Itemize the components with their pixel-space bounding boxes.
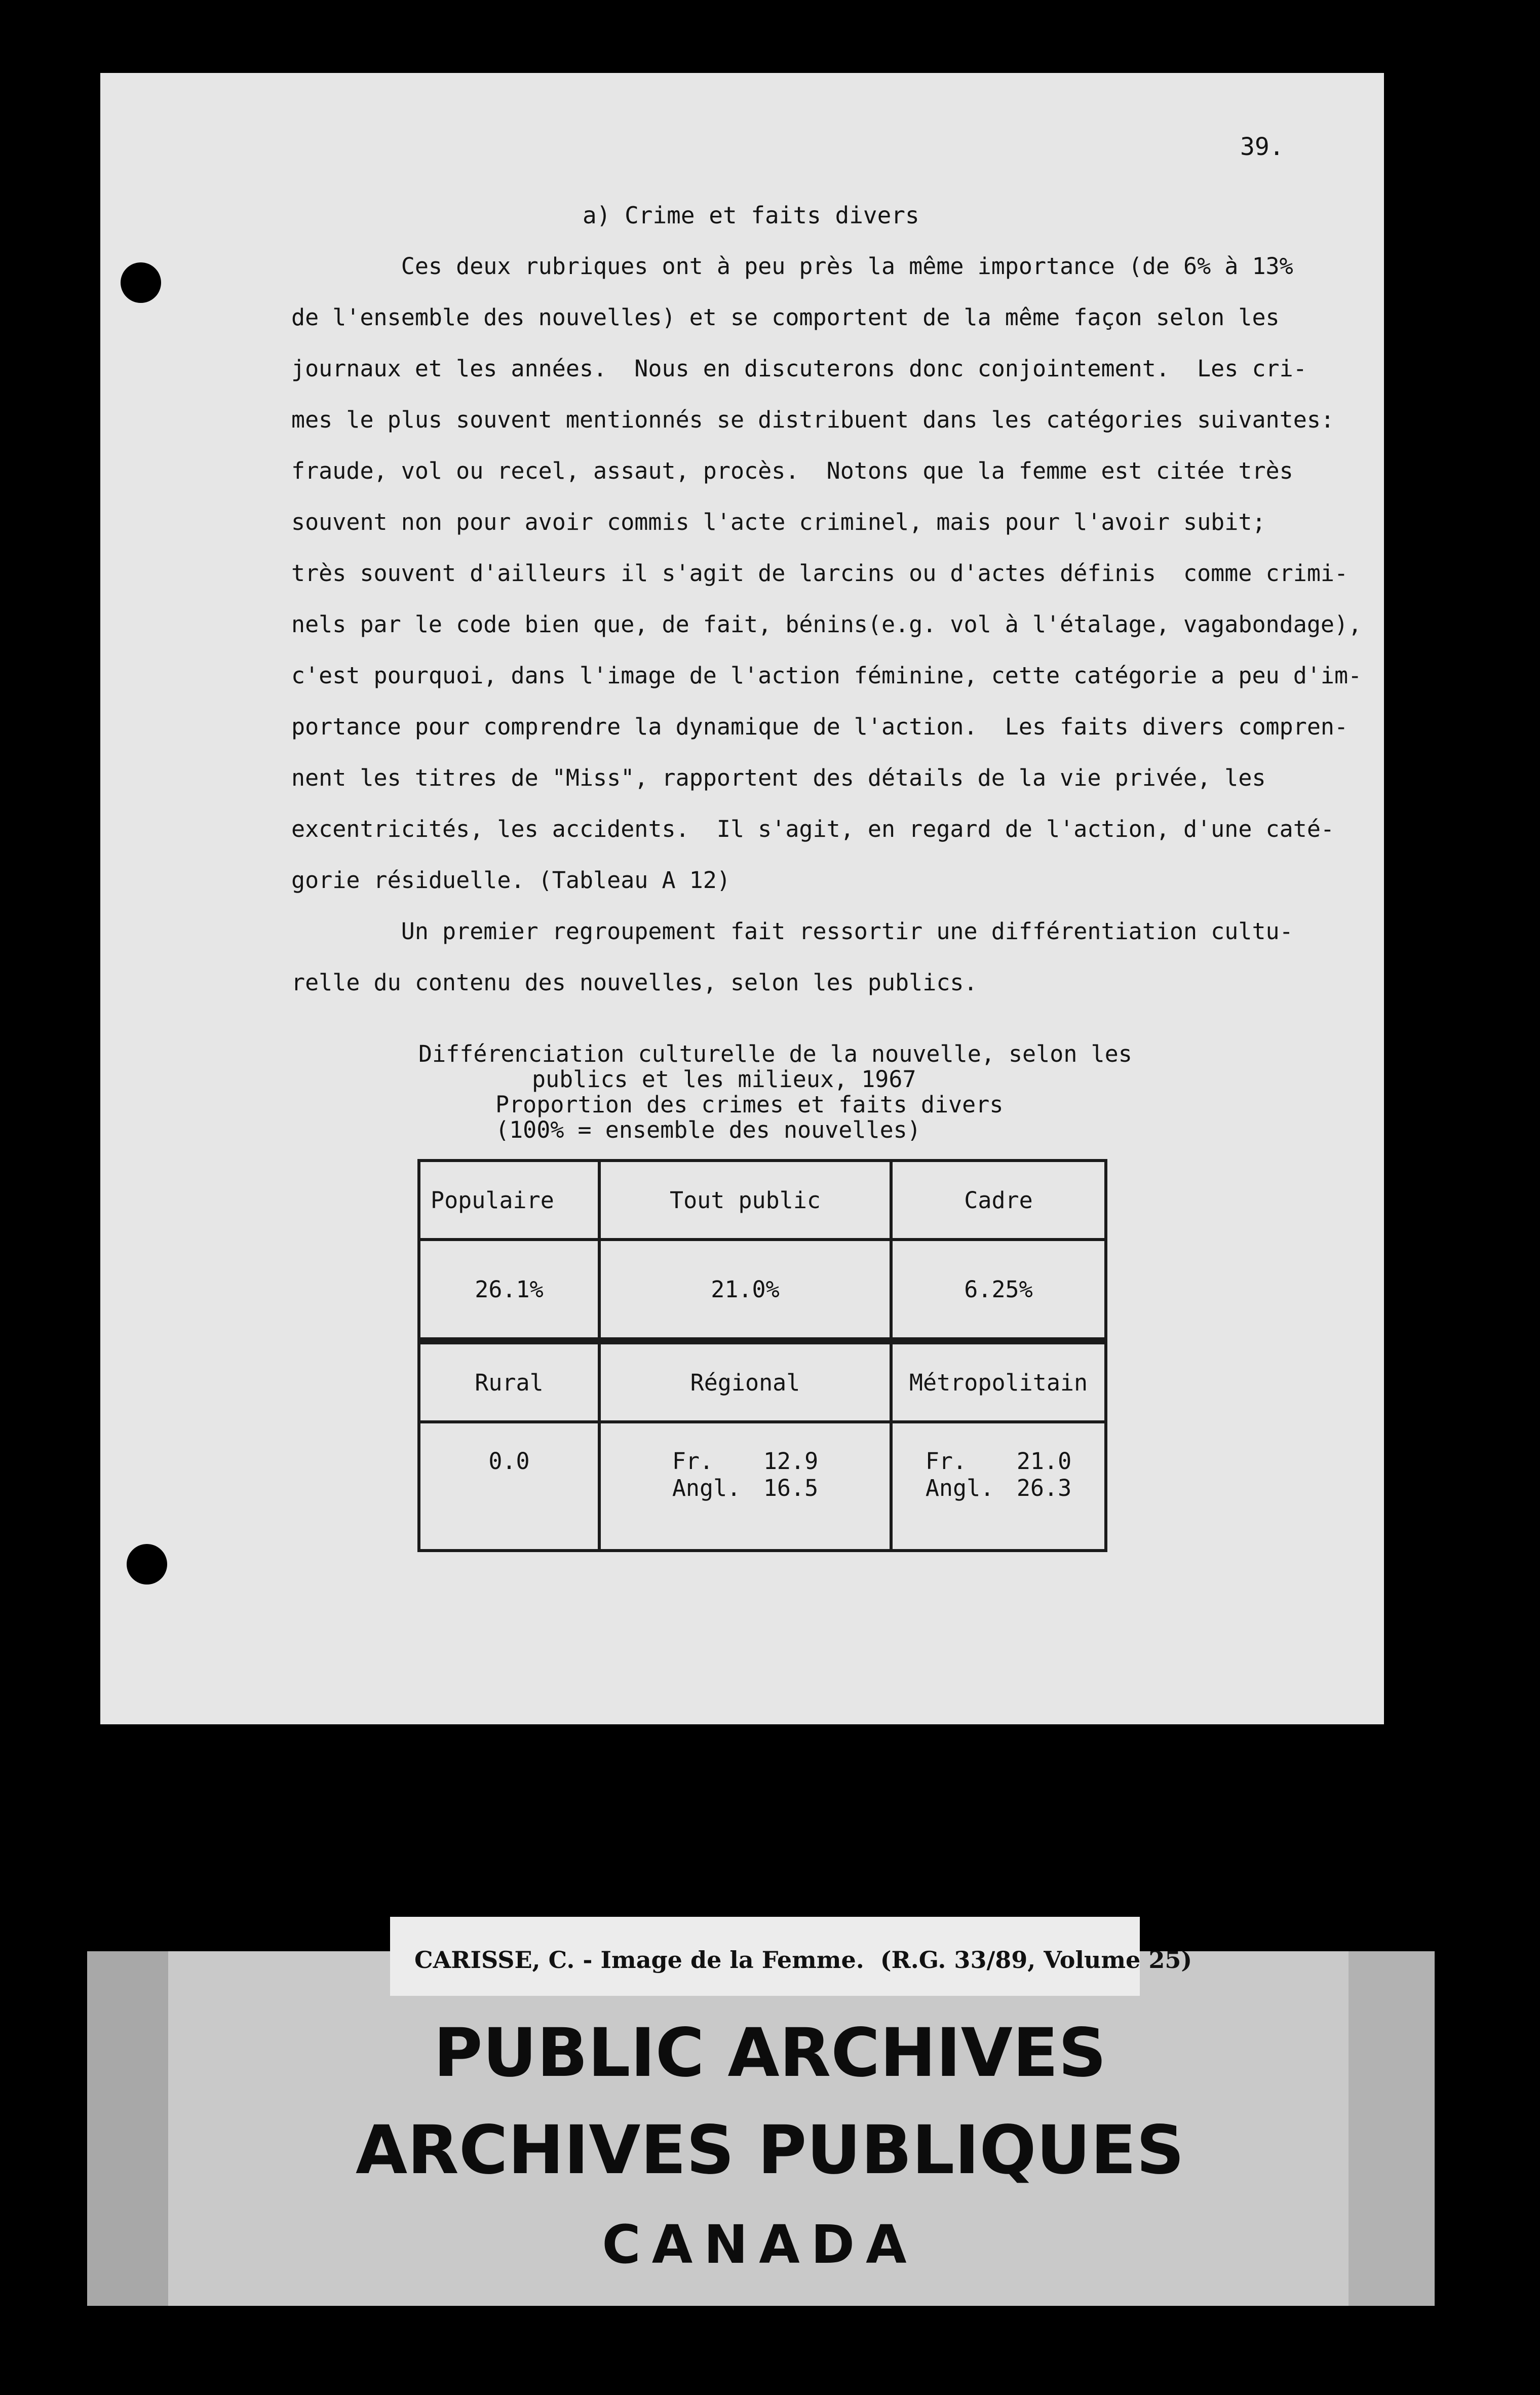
value-cell: 6.25% — [891, 1240, 1106, 1341]
archive-reference: CARISSE, C. - Image de la Femme. (R.G. 33/89, Volume 25) — [414, 1946, 1192, 1974]
text-line: excentricités, les accidents. Il s'agit, en regard de l'action, d'une caté- — [291, 816, 1335, 842]
language-label: Angl. — [672, 1475, 741, 1501]
header-cell: Cadre — [891, 1161, 1106, 1240]
punch-hole — [121, 262, 161, 303]
section-title: a) Crime et faits divers — [583, 202, 919, 229]
archive-country: CANADA — [602, 2214, 918, 2275]
table-caption-line: Proportion des crimes et faits divers — [495, 1091, 1004, 1118]
header-cell: Populaire — [419, 1161, 599, 1240]
text-line: très souvent d'ailleurs il s'agit de larcins ou d'actes définis comme crimi- — [291, 560, 1349, 587]
language-label: Fr. — [672, 1448, 714, 1475]
text-line: mes le plus souvent mentionnés se distribuent dans les catégories suivantes: — [291, 406, 1335, 433]
text-line: souvent non pour avoir commis l'acte criminel, mais pour l'avoir subit; — [291, 509, 1266, 535]
table-caption-line: publics et les milieux, 1967 — [532, 1066, 916, 1093]
value-cell — [891, 1422, 1106, 1551]
header-cell: Rural — [419, 1341, 599, 1422]
text-line: fraude, vol ou recel, assaut, procès. Notons que la femme est citée très — [291, 457, 1293, 484]
text-line: Un premier regroupement fait ressortir une différentiation cultu- — [291, 918, 1293, 945]
value-cell: 21.0% — [599, 1240, 891, 1341]
table-caption-line: Différenciation culturelle de la nouvelle, selon les — [418, 1040, 1132, 1067]
header-cell: Tout public — [599, 1161, 891, 1240]
table-row — [419, 1341, 1106, 1422]
language-value: 21.0 — [1016, 1448, 1072, 1475]
text-line: nent les titres de "Miss", rapportent des détails de la vie privée, les — [291, 764, 1266, 791]
table-caption-line: (100% = ensemble des nouvelles) — [495, 1116, 921, 1143]
label-shadow — [1349, 1951, 1435, 2306]
text-line: de l'ensemble des nouvelles) et se comportent de la même façon selon les — [291, 304, 1280, 331]
language-value: 12.9 — [763, 1448, 819, 1475]
language-value: 26.3 — [1016, 1475, 1072, 1501]
table-row — [419, 1422, 1106, 1551]
value-cell: 26.1% — [419, 1240, 599, 1341]
header-cell: Métropolitain — [891, 1341, 1106, 1422]
text-line: nels par le code bien que, de fait, bénins(e.g. vol à l'étalage, vagabondage), — [291, 611, 1362, 638]
archive-title-en: PUBLIC ARCHIVES — [433, 2014, 1107, 2092]
text-line: Ces deux rubriques ont à peu près la même importance (de 6% à 13% — [291, 253, 1293, 280]
body-text — [291, 242, 1362, 1010]
value-cell — [599, 1422, 891, 1551]
value-cell: 0.0 — [419, 1422, 599, 1551]
header-cell: Régional — [599, 1341, 891, 1422]
label-shadow — [87, 1951, 168, 2306]
archive-title-fr: ARCHIVES PUBLIQUES — [355, 2111, 1184, 2189]
data-table — [417, 1159, 1107, 1552]
text-line: journaux et les années. Nous en discuterons donc conjointement. Les cri- — [291, 355, 1307, 382]
text-line: c'est pourquoi, dans l'image de l'action féminine, cette catégorie a peu d'im- — [291, 662, 1362, 689]
table-row — [419, 1161, 1106, 1240]
page-number: 39. — [1240, 133, 1284, 161]
text-line: relle du contenu des nouvelles, selon les publics. — [291, 969, 978, 996]
language-label: Fr. — [925, 1448, 967, 1475]
text-line: gorie résiduelle. (Tableau A 12) — [291, 867, 730, 894]
language-label: Angl. — [925, 1475, 994, 1501]
language-value: 16.5 — [763, 1475, 819, 1501]
table-row — [419, 1240, 1106, 1341]
punch-hole — [127, 1544, 167, 1585]
text-line: portance pour comprendre la dynamique de l'action. Les faits divers compren- — [291, 713, 1349, 740]
